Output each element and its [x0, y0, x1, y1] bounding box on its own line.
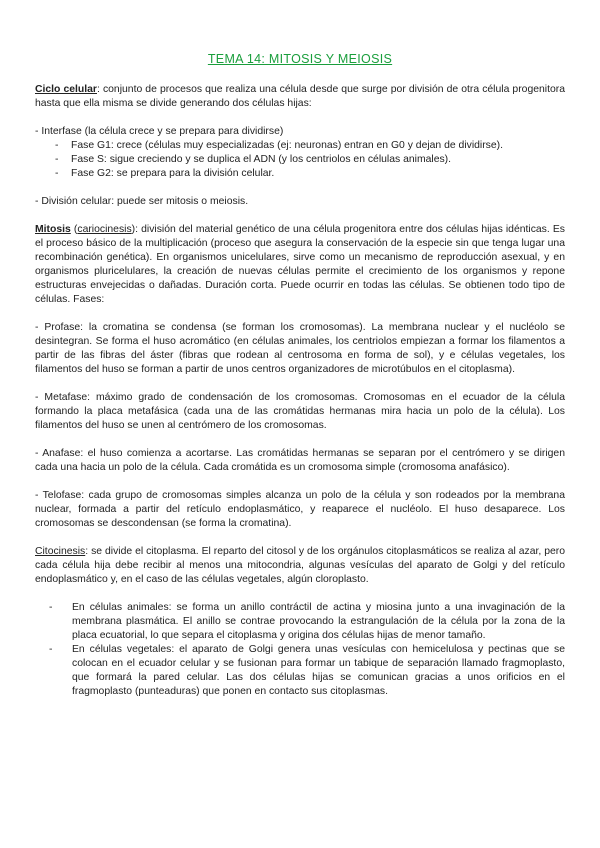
- list-item: - Fase G1: crece (células muy especializadas (ej: neuronas) entran en G0 y dejan de dividirse).: [35, 139, 565, 153]
- list-item: - Fase G2: se prepara para la división celular.: [35, 167, 565, 181]
- citocinesis-term: Citocinesis: [35, 546, 86, 557]
- page-title: TEMA 14: MITOSIS Y MEIOSIS: [207, 52, 393, 66]
- citocinesis-paragraph: [35, 545, 565, 587]
- mitosis-paren-open: (: [70, 224, 78, 235]
- list-item: - Fase S: sigue creciendo y se duplica el ADN (y los centriolos en células animales).: [35, 153, 565, 167]
- interfase-heading: - Interfase (la célula crece y se prepara para dividirse): [35, 126, 284, 137]
- phase-profase: - Profase: la cromatina se condensa (se forman los cromosomas). La membrana nuclear y el nucléolo se desintegran. Se forma el huso acromático (en células animales, los centriolos empiezan a formar los filamentos a partir de las fibras del áster (fibras que rodean al centrosoma en forma de sol), y e células vegetales, los filamentos del huso se forman a partir de unos centros organizadores de microtúbulos en el citoplasma).: [35, 322, 565, 375]
- ciclo-term: Ciclo celular: [35, 84, 97, 95]
- mitosis-term: Mitosis: [35, 224, 71, 235]
- mitosis-definition: ): división del material genético de una célula progenitora entre dos células hijas idénticas. Es el proceso básico de la multiplicación (proceso que asegura la conservación de la especie sin que tenga lugar una recombinación genética). En organismos unicelulares, sirve como un mecanismo de reproducción asexual, y en organismos pluricelulares, la creación de nuevas células permite el crecimiento de los organismos y repone estructuras envejecidas o dañadas. Duración corta. Puede ocurrir en todas las células. Se obtienen todo tipo de células. Fases:: [35, 224, 565, 305]
- interfase-list: [35, 139, 565, 181]
- phase-anafase: - Anafase: el huso comienza a acortarse. Las cromátidas hermanas se separan por el centrómero y se dirigen cada una hacia un polo de la célula. Cada cromátida es un cromosoma simple (cromosoma anafásico).: [35, 448, 565, 473]
- phase-telofase: - Telofase: cada grupo de cromosomas simples alcanza un polo de la célula y son rodeados por la membrana nuclear, formada a partir del retículo endoplasmático, y reaparece el nucléolo. El huso desaparece. Los cromosomas se descondensan (se forma la cromatina).: [35, 490, 565, 529]
- citocinesis-definition: : se divide el citoplasma. El reparto del citosol y de los orgánulos citoplasmáticos se realiza al azar, pero cada célula hija debe recibir al menos una mitocondria, algunas vesículas del aparato de Golgi y del retículo endoplasmático y, en el caso de las células vegetales, algún cloroplasto.: [35, 546, 565, 585]
- list-item: - En células vegetales: el aparato de Golgi genera unas vesículas con hemicelulosa y pectinas que se colocan en el ecuador celular y se fusionan para formar un tabique de separación llamado fragmoplasto, que formará la pared celular. Las dos células hijas se comunican gracias a unos orificios en el fragmoplasto (punteaduras) que ponen en contacto sus citoplasmas.: [35, 643, 565, 699]
- list-item: - En células animales: se forma un anillo contráctil de actina y miosina junto a una invaginación de la membrana plasmática. El anillo se contrae provocando la estrangulación de la célula por la zona de la placa ecuatorial, lo que separa el citoplasma y origina dos células hijas de menor tamaño.: [35, 601, 565, 643]
- division-line: - División celular: puede ser mitosis o meiosis.: [35, 196, 249, 207]
- document-body: [35, 83, 565, 699]
- mitosis-paragraph: [35, 223, 565, 307]
- citocinesis-list: [35, 601, 565, 699]
- mitosis-alias: cariocinesis: [77, 224, 132, 235]
- phase-metafase: - Metafase: máximo grado de condensación de los cromosomas. Cromosomas en el ecuador de la célula formando la placa metafásica (cada una de las cromátidas hermanas mira hacia un polo de la célula). Los filamentos del huso se unen al centrómero de los cromosomas.: [35, 392, 565, 431]
- ciclo-definition: : conjunto de procesos que realiza una célula desde que surge por división de otra célula progenitora hasta que ella misma se divide generando dos células hijas:: [35, 84, 565, 109]
- ciclo-paragraph: [35, 83, 565, 111]
